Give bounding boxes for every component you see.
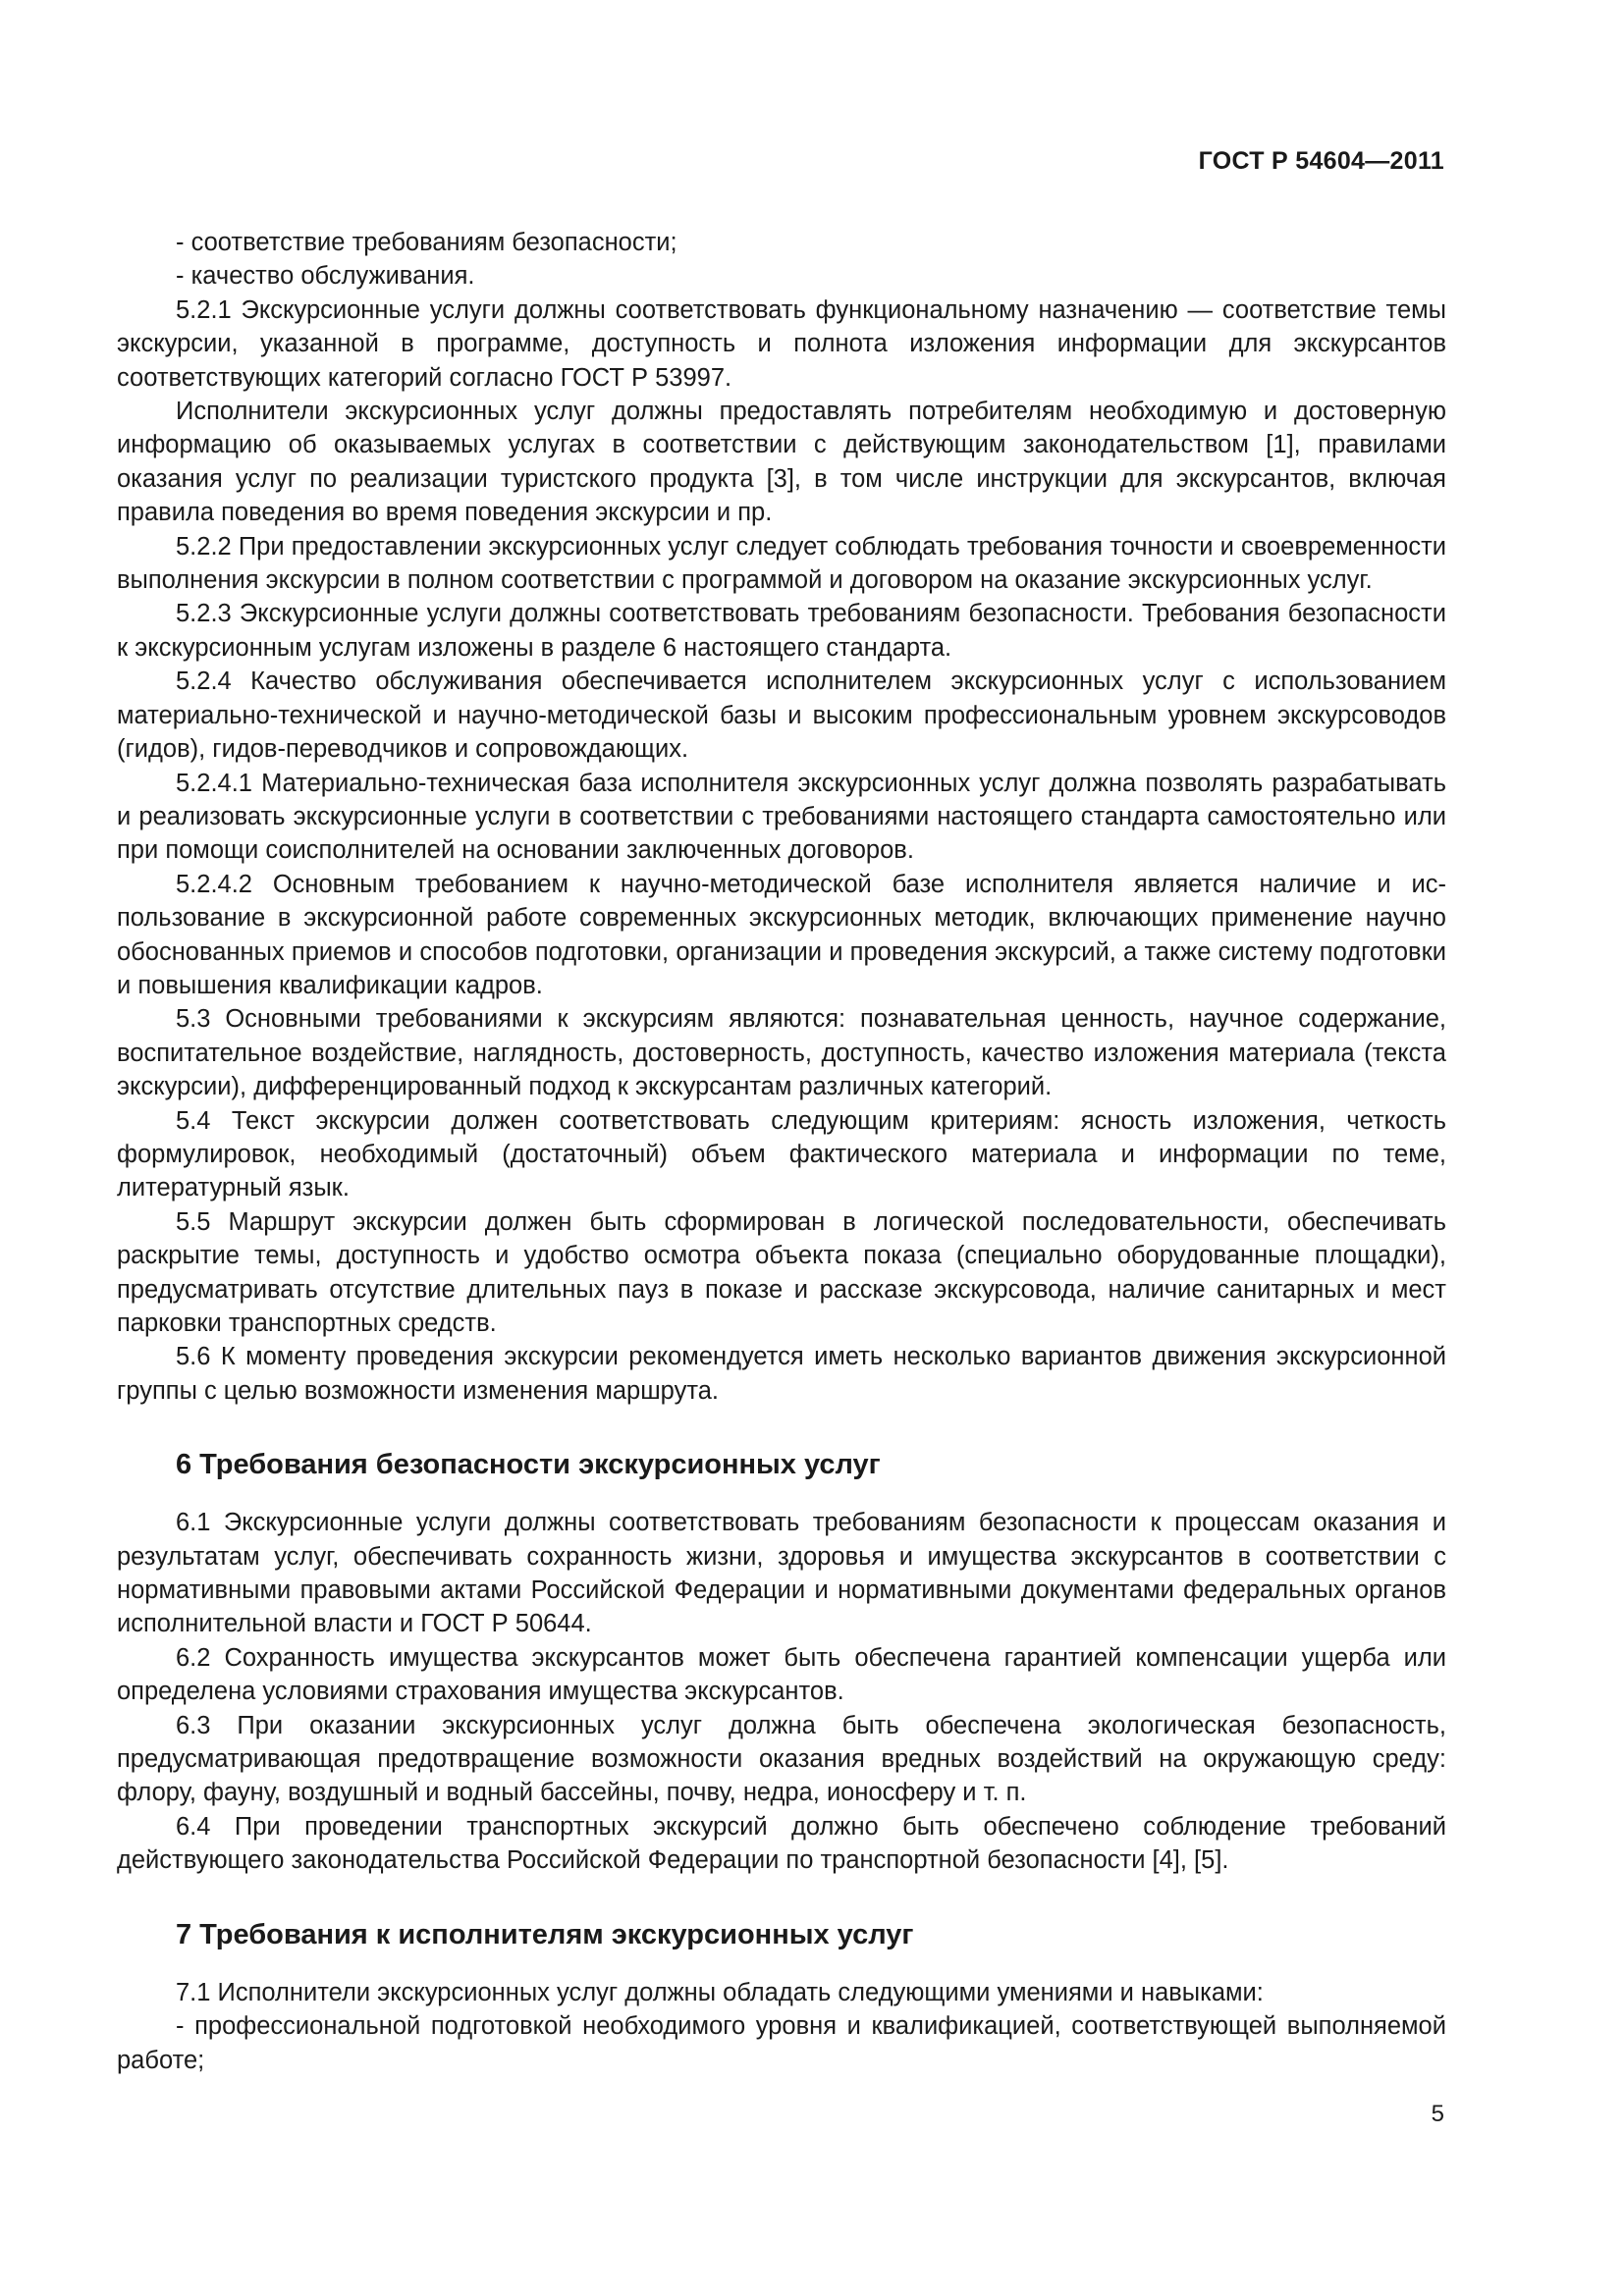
clause-6-2: 6.2 Сохранность имущества экскурсантов может быть обеспечена гарантией компенсации ущерба или определена условиями страхования имущества экскурсантов. — [117, 1643, 1446, 1706]
section-7-heading: 7 Требования к исполнителям экскурсионных услуг — [176, 1918, 914, 1950]
clause-7-1: 7.1 Исполнители экскурсионных услуг должны обладать следующими умениями и навыками: — [176, 1978, 1264, 2006]
clause-5-6: 5.6 К моменту проведения экскурсии рекомендуется иметь несколько вариантов движения экскурсионной группы с целью возможности изменения маршрута. — [117, 1343, 1446, 1405]
clause-5-2-1: 5.2.1 Экскурсионные услуги должны соответствовать функциональному назначению — соответствие темы экскурсии, указанной в программе, доступность и полнота изложения информации для экскурсантов соответствующих категорий согласно ГОСТ Р 53997. — [117, 295, 1446, 392]
clause-5-3: 5.3 Основными требованиями к экскурсиям являются: познавательная ценность, научное содержание, воспитательное воздействие, наглядность, достоверность, доступность, качество изложения материала (текста экскурсии), дифференцированный подход к экскурсантам различных категорий. — [117, 1005, 1446, 1101]
clause-5-5: 5.5 Маршрут экскурсии должен быть сформирован в логической последовательности, обеспечивать раскрытие темы, доступность и удобство осмотра объекта показа (специально оборудованные площадки), предусматривать отсутствие длительных пауз в показе и рассказе экскурсовода, наличие санитарных и мест парковки транспортных средств. — [117, 1207, 1446, 1337]
clause-6-3: 6.3 При оказании экскурсионных услуг должна быть обеспечена экологическая безопасность, предусматривающая предотвращение возможности оказания вредных воздействий на окружающую среду: флору, фауну, воздушный и водный бассейны, почву, недра, ионосферу и т. п. — [117, 1711, 1446, 1807]
list-item-safety: - соответствие требованиям безопасности; — [176, 229, 677, 256]
document-body — [117, 226, 1446, 2077]
section-6-heading: 6 Требования безопасности экскурсионных услуг — [176, 1449, 881, 1481]
clause-5-2-3: 5.2.3 Экскурсионные услуги должны соответствовать требованиям безопасности. Требования безопасности к экскурсионным услугам изложены в разделе 6 настоящего стандарта. — [117, 600, 1446, 662]
page-number: 5 — [1431, 2101, 1444, 2127]
list-item-professional-training: - профессиональной подготовкой необходимого уровня и квалификацией, соответствующей выполняемой работе; — [117, 2012, 1446, 2074]
clause-5-2-2: 5.2.2 При предоставлении экскурсионных услуг следует соблюдать требования точности и своевременности выполнения экскурсии в полном соответствии с программой и договором на оказание экскурсионных услуг. — [117, 532, 1446, 595]
clause-6-4: 6.4 При проведении транспортных экскурсий должно быть обеспечено соблюдение требований действующего законодательства Российской Федерации по транспортной безопасности [4], [5]. — [117, 1812, 1446, 1875]
clause-5-4: 5.4 Текст экскурсии должен соответствовать следующим критериям: ясность изложения, четкость формулировок, необходимый (достаточный) объем фактического материала и информации по теме, литературный язык. — [117, 1106, 1446, 1202]
clause-5-2-4-1: 5.2.4.1 Материально-техническая база исполнителя экскурсионных услуг должна позволять разрабатывать и реализовать экскурсионные услуги в соответствии с требованиями настоящего стандарта самостоятельно или при помощи соисполнителей на основании заключенных договоров. — [117, 769, 1446, 865]
clause-5-2-4-2: 5.2.4.2 Основным требованием к научно-методической базе исполнителя является наличие и использование в экскурсионной работе современных экскурсионных методик, включающих применение научно обоснованных приемов и способов подготовки, организации и проведения экскурсий, а также систему подготовки и повышения квалификации кадров. — [117, 870, 1446, 999]
list-item-quality: - качество обслуживания. — [176, 262, 475, 291]
clause-5-2-4: 5.2.4 Качество обслуживания обеспечивается исполнителем экскурсионных услуг с использованием материально-технической и научно-методической базы и высоким профессиональным уровнем экскурсоводов (гидов), гидов-переводчиков и сопровождающих. — [117, 667, 1446, 764]
clause-6-1: 6.1 Экскурсионные услуги должны соответствовать требованиям безопасности к процессам оказания и результатам услуг, обеспечивать сохранность жизни, здоровья и имущества экскурсантов в соответствии с нормативными правовыми актами Российской Федерации и нормативными документами федеральных органов исполнительной власти и ГОСТ Р 50644. — [117, 1509, 1446, 1638]
clause-5-2-1-info: Исполнители экскурсионных услуг должны предоставлять потребителям необходимую и достоверную информацию об оказываемых услугах в соответствии с действующим законодательством [1], правилами оказания услуг по реализации туристского продукта [3], в том числе инструкции для экскурсантов, включая правила поведения во время поведения экскурсии и пр. — [117, 398, 1446, 527]
standard-header: ГОСТ Р 54604—2011 — [1198, 147, 1444, 175]
